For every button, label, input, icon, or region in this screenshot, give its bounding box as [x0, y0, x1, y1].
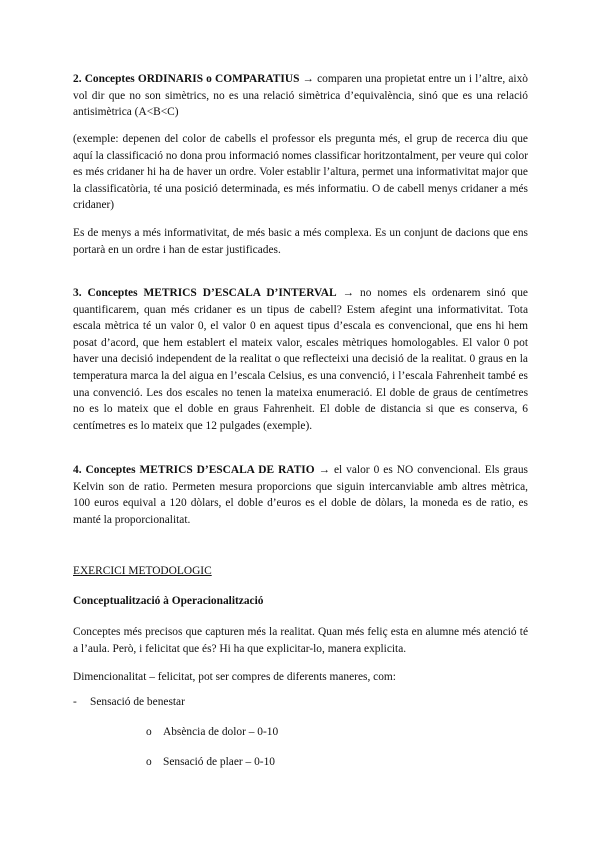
- sub-bullet-item-dolor: Absència de dolor – 0-10: [163, 726, 279, 738]
- heading-conceptualitzacio: Conceptualització à Operacionalització: [73, 595, 264, 607]
- heading-exercici-metodologic: EXERCICI METODOLOGIC: [73, 565, 212, 577]
- sub-bullet-marker: o: [146, 756, 152, 768]
- bullet-marker: -: [73, 696, 77, 708]
- paragraph-precise-concepts: Conceptes més precisos que capturen més la realitat. Quan més feliç esta en alumne més atenció té a l’aula. Però, i felicitat que és? Hi ha que explicitar-lo, manera explicita.: [73, 626, 528, 655]
- sub-bullet-item-plaer: Sensació de plaer – 0-10: [163, 756, 275, 768]
- text-ordinal-concepts: → comparen una propietat entre un i l’altre, això vol dir que no son simètrics, no es una relació simètrica d’equivalència, sinó que es una relació antisimètrica (A<B<C): [73, 73, 528, 119]
- sub-bullet-marker: o: [146, 726, 152, 738]
- paragraph-ratio-scale: [73, 462, 528, 528]
- paragraph-informativity: Es de menys a més informativitat, de més basic a més complexa. Es un conjunt de dacions que ens portarà en un ordre i han de estar justificades.: [73, 227, 528, 256]
- text-ratio-scale: → el valor 0 es NO convencional. Els graus Kelvin son de ratio. Permeten mesura proporcions que siguin intercanviable amb altres mètrica, 100 euros equival a 120 dòlars, el doble d’euros es el doble de dòlars, la moneda es de ratio, es manté la proporcionalitat.: [73, 464, 528, 526]
- paragraph-ordinal-concepts: [73, 71, 528, 121]
- heading-ordinal-concepts: 2. Conceptes ORDINARIS o COMPARATIUS: [73, 73, 300, 85]
- text-interval-scale: → no nomes els ordenarem sinó que quantificarem, quan més cridaner es un tipus de cabell? Estem afegint una informativitat. Tota escala mètrica té un valor 0, el valor 0 en aquest tipus d’escala es convencional, que ens hi hem posat d’acord, que hem establert el mateix valor, escales mètriques homologables. El valor 0 pot haver una decisió independent de la realitat o que reflecteixi una decisió de la realitat. 0 graus en la temperatura marca la del aigua en l’escala Celsius, es una convenció, i l’escala Fahrenheit també es una convenció. Les dos escales no tenen la mateixa enumeració. El doble de graus de centímetres no es lo mateix que el doble en graus Fahrenheit. El doble de distancia si que es conserva, 6 centímetres es lo mateix que 12 pulgades (exemple).: [73, 287, 528, 432]
- bullet-item-benestar: Sensació de benestar: [90, 696, 185, 708]
- paragraph-hair-color-example: (exemple: depenen del color de cabells el professor els pregunta més, el grup de recerca diu que aquí la classificació no dona prou informació nomes classificar horitzontalment, per veure qui color es més cridaner hi ha de haver un ordre. Voler establir l’altura, permet una informativitat major que la classificatòria, té una posició determinada, es més informatiu. O de cabell menys cridaner a més cridaner): [73, 133, 528, 212]
- heading-interval-scale: 3. Conceptes METRICS D’ESCALA D’INTERVAL: [73, 287, 337, 299]
- paragraph-dimensionality: Dimencionalitat – felicitat, pot ser compres de diferents maneres, com:: [73, 671, 396, 683]
- heading-ratio-scale: 4. Conceptes METRICS D’ESCALA DE RATIO: [73, 464, 315, 476]
- paragraph-interval-scale: [73, 285, 528, 434]
